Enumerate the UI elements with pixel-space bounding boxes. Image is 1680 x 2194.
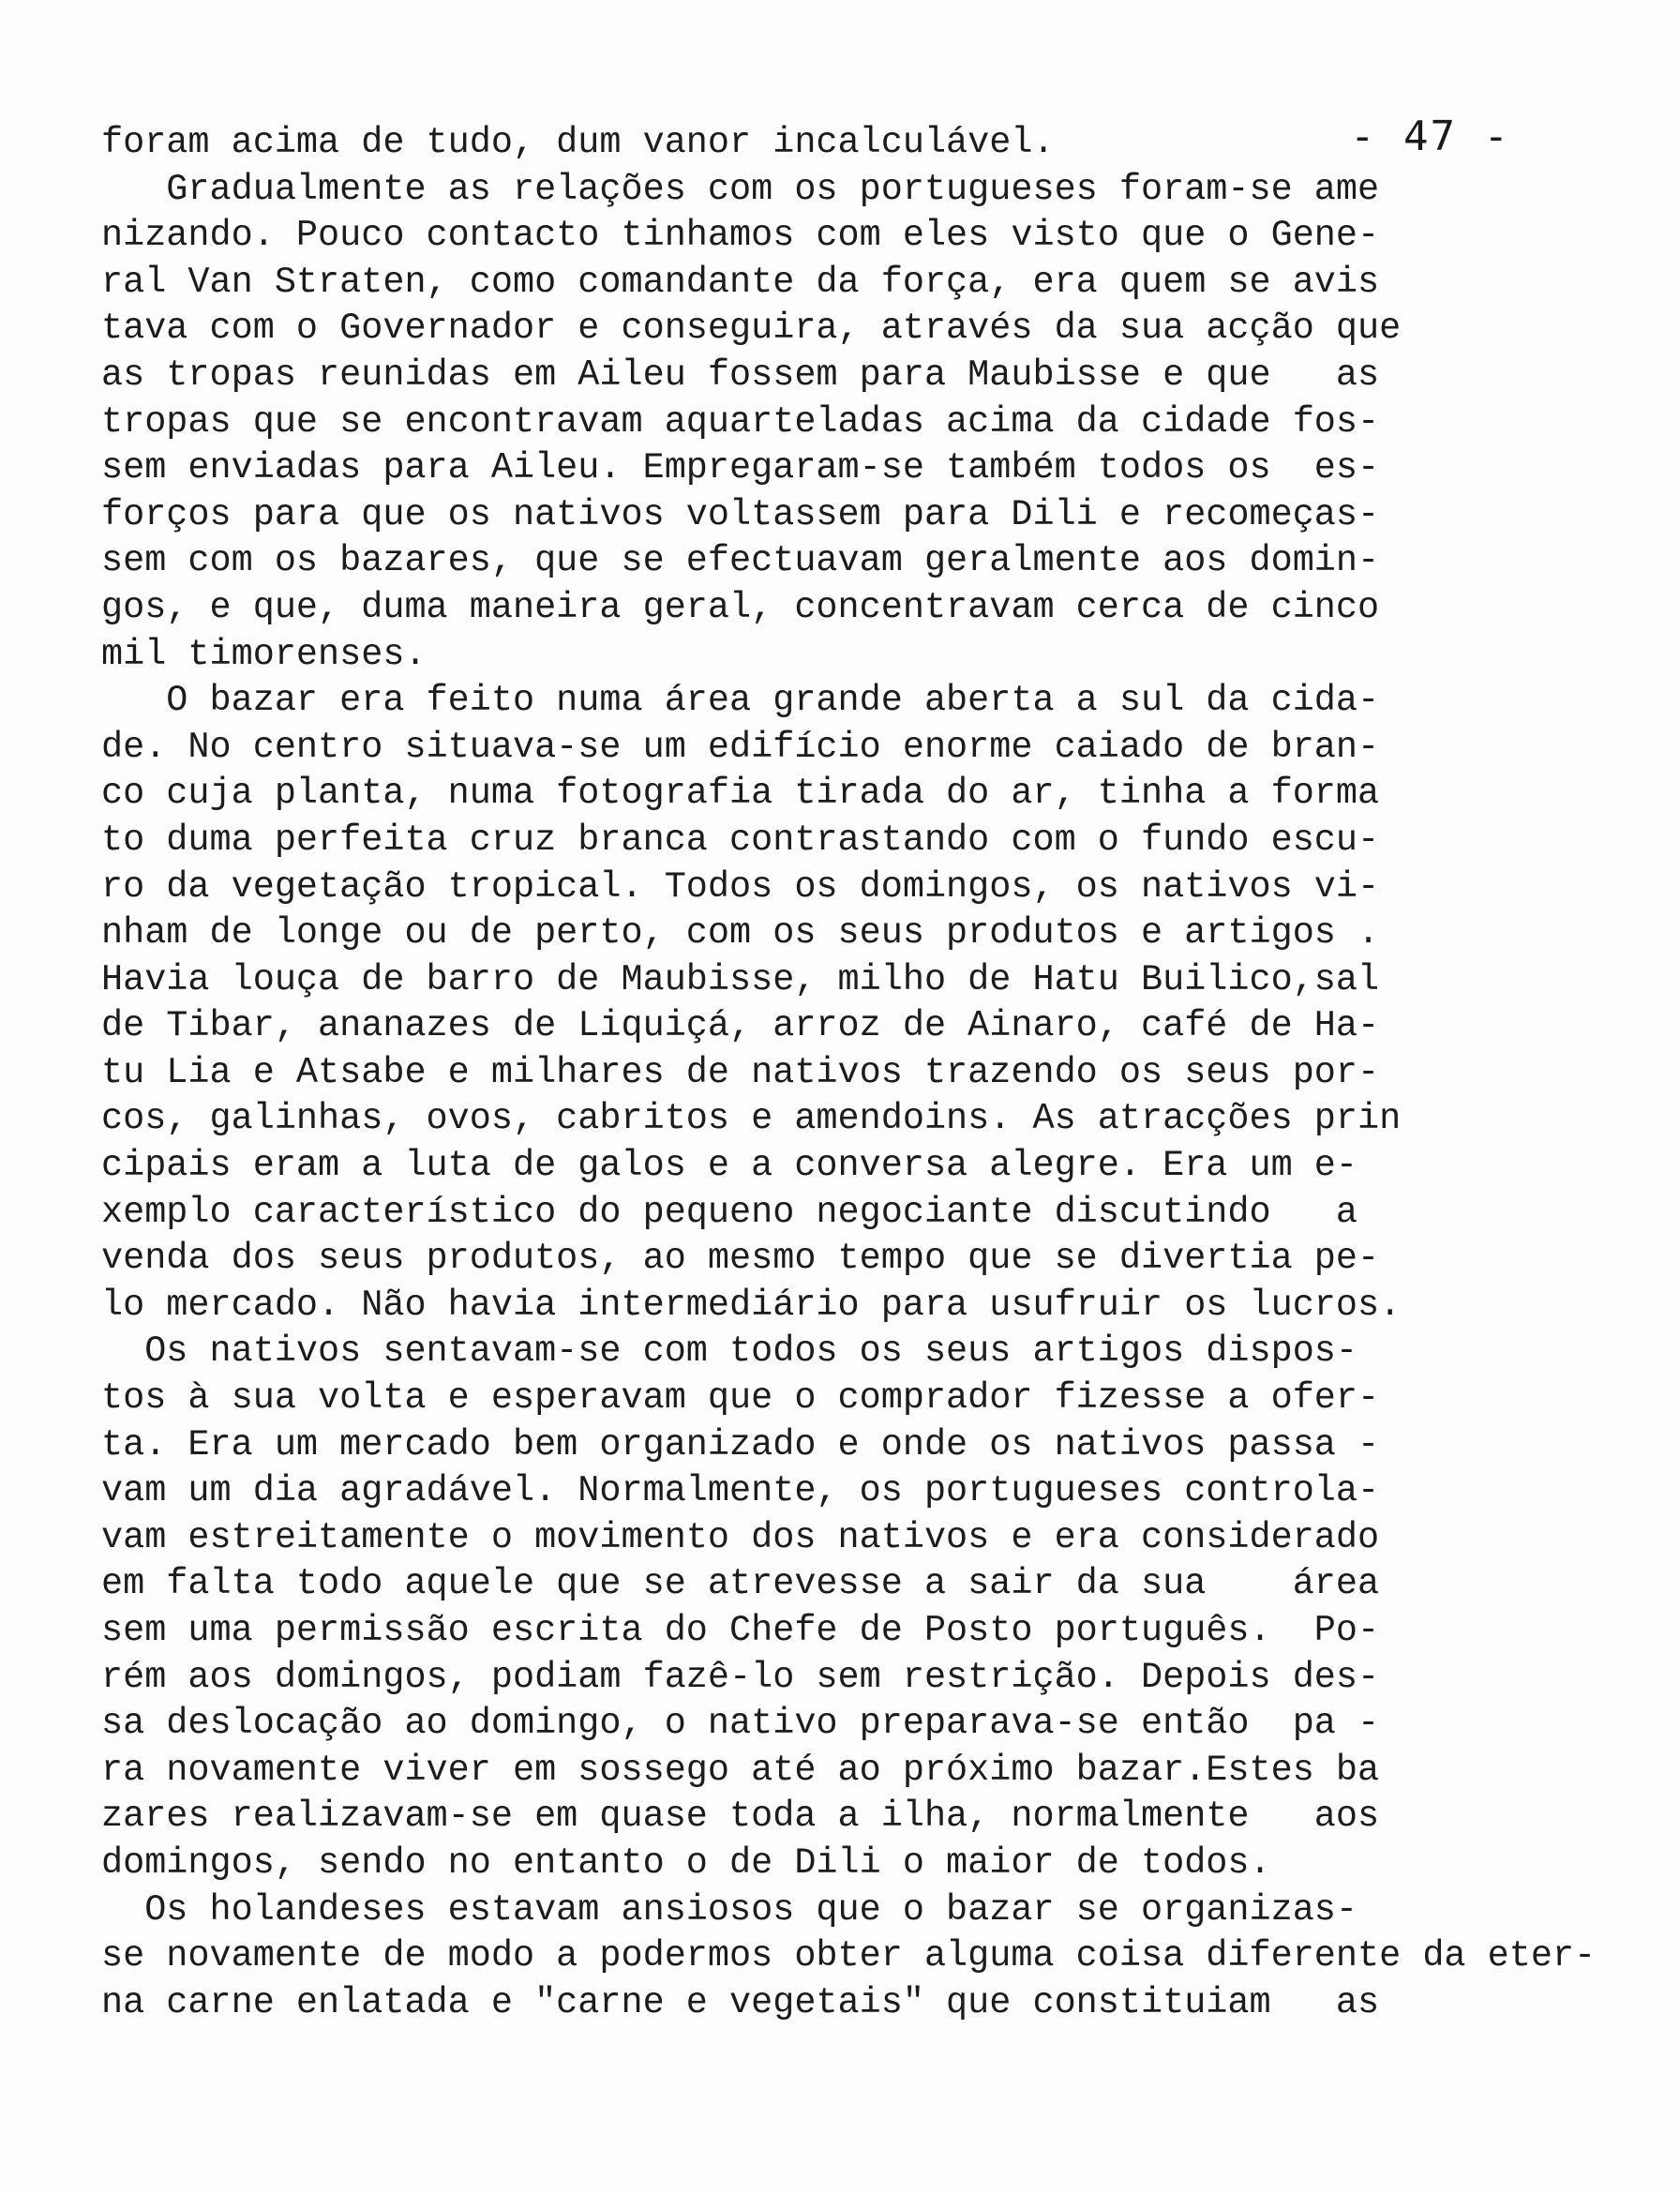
text-line: de Tibar, ananazes de Liquiçá, arroz de Ainaro, café de Ha- <box>101 1005 1380 1047</box>
text-line: xemplo característico do pequeno negociante discutindo a <box>101 1191 1358 1233</box>
text-line: vam estreitamente o movimento dos nativos e era considerado <box>101 1516 1380 1558</box>
text-line: sem uma permissão escrita do Chefe de Posto português. Po- <box>101 1610 1380 1651</box>
text-line: nham de longe ou de perto, com os seus produtos e artigos . <box>101 912 1380 954</box>
text-line: tos à sua volta e esperavam que o comprador fizesse a ofer- <box>101 1377 1380 1420</box>
text-line: de. No centro situava-se um edifício enorme caiado de bran- <box>101 726 1380 768</box>
text-line: sa deslocação ao domingo, o nativo preparava-se então pa - <box>101 1703 1380 1745</box>
text-line: gos, e que, duma maneira geral, concentravam cerca de cinco <box>101 586 1380 628</box>
page-number: - 47 - <box>1350 113 1510 160</box>
text-line: tava com o Governador e conseguira, através da sua acção que <box>101 308 1402 350</box>
text-line: nizando. Pouco contacto tinhamos com eles visto que o Gene- <box>101 215 1380 257</box>
text-line: foram acima de tudo, dum vanor incalculável. <box>101 122 1055 163</box>
text-line: tropas que se encontravam aquarteladas acima da cidade fos- <box>101 400 1380 443</box>
text-line: ta. Era um mercado bem organizado e onde os nativos passa - <box>101 1423 1380 1465</box>
body-text <box>101 120 1597 2026</box>
text-line: forços para que os nativos voltassem para Dili e recomeças- <box>101 493 1380 535</box>
text-line: to duma perfeita cruz branca contrastando com o fundo escu- <box>101 819 1380 861</box>
text-line: tu Lia e Atsabe e milhares de nativos trazendo os seus por- <box>101 1051 1380 1093</box>
text-line: em falta todo aquele que se atrevesse a sair da sua área <box>101 1563 1380 1605</box>
text-line: cos, galinhas, ovos, cabritos e amendoins. As atracções prin <box>101 1098 1402 1140</box>
text-line: Os holandeses estavam ansiosos que o bazar se organizas- <box>101 1888 1358 1931</box>
text-line: ro da vegetação tropical. Todos os domingos, os nativos vi- <box>101 865 1380 908</box>
text-line: Gradualmente as relações com os portugueses foram-se ame <box>101 168 1380 210</box>
text-line: co cuja planta, numa fotografia tirada do ar, tinha a forma <box>101 773 1380 815</box>
text-line: rém aos domingos, podiam fazê-lo sem restrição. Depois des- <box>101 1656 1380 1698</box>
text-line: domingos, sendo no entanto o de Dili o maior de todos. <box>101 1841 1271 1884</box>
text-line: na carne enlatada e "carne e vegetais" que constituiam as <box>101 1981 1380 2023</box>
text-line: cipais eram a luta de galos e a conversa alegre. Era um e- <box>101 1145 1358 1187</box>
text-line: sem enviadas para Aileu. Empregaram-se também todos os es- <box>101 447 1380 489</box>
text-line: sem com os bazares, que se efectuavam geralmente aos domin- <box>101 540 1380 582</box>
text-line: zares realizavam-se em quase toda a ilha, normalmente aos <box>101 1796 1380 1838</box>
text-line: mil timorenses. <box>101 633 427 675</box>
text-line: ra novamente viver em sossego até ao próximo bazar.Estes ba <box>101 1749 1380 1791</box>
text-line: as tropas reunidas em Aileu fossem para Maubisse e que as <box>101 353 1380 396</box>
text-line: venda dos seus produtos, ao mesmo tempo que se divertia pe- <box>101 1238 1380 1280</box>
text-line: lo mercado. Não havia intermediário para usufruir os lucros. <box>101 1284 1402 1326</box>
text-line: ral Van Straten, como comandante da força, era quem se avis <box>101 261 1380 303</box>
text-line: O bazar era feito numa área grande aberta a sul da cida- <box>101 680 1380 722</box>
text-line: Os nativos sentavam-se com todos os seus artigos dispos- <box>101 1330 1358 1373</box>
text-line: se novamente de modo a podermos obter alguma coisa diferente da eter- <box>101 1935 1597 1977</box>
text-line: Havia louça de barro de Maubisse, milho de Hatu Builico,sal <box>101 958 1380 1000</box>
text-line: vam um dia agradável. Normalmente, os portugueses controla- <box>101 1470 1380 1512</box>
